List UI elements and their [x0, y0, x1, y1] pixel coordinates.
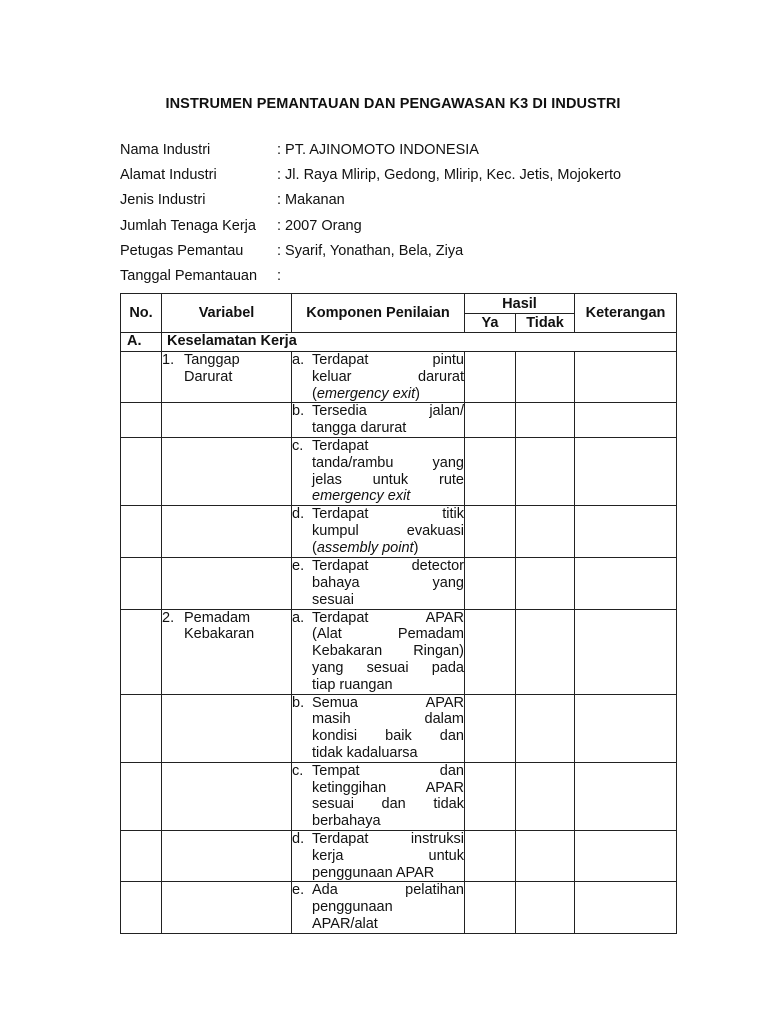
- component-text-part: ): [413, 539, 419, 556]
- cell-tidak[interactable]: [516, 403, 575, 438]
- component-text-part: Kebakaran Ringan): [312, 643, 464, 660]
- component-text-part: (: [312, 385, 317, 402]
- component-letter: d.: [292, 506, 305, 523]
- cell-tidak[interactable]: [516, 830, 575, 881]
- component-item: [292, 831, 464, 881]
- cell-variable: [162, 762, 292, 830]
- info-value: :: [277, 267, 282, 284]
- section-no: A.: [121, 333, 162, 352]
- component-line: [312, 643, 464, 660]
- component-line: [312, 506, 464, 523]
- component-italic-term: emergency exit: [316, 385, 416, 402]
- header-hasil: Hasil: [465, 294, 575, 314]
- cell-variable: [162, 352, 292, 403]
- table-row: [121, 352, 677, 403]
- variable-line: Pemadam: [184, 609, 251, 626]
- cell-component: [292, 830, 465, 881]
- component-text: [312, 438, 464, 505]
- variable-name: [184, 610, 291, 644]
- cell-keterangan[interactable]: [575, 558, 677, 609]
- header-keterangan: Keterangan: [575, 294, 677, 333]
- component-line: [312, 745, 464, 762]
- info-value: : Jl. Raya Mlirip, Gedong, Mlirip, Kec. Jetis, Mojokerto: [277, 167, 622, 184]
- cell-tidak[interactable]: [516, 762, 575, 830]
- component-line: [312, 660, 464, 677]
- component-line: [312, 403, 464, 420]
- component-letter: a.: [292, 609, 305, 626]
- cell-component: [292, 352, 465, 403]
- component-text-part: Terdapat APAR: [312, 609, 464, 626]
- cell-no: [121, 609, 162, 694]
- cell-ya[interactable]: [465, 352, 516, 403]
- variable-line: Darurat: [184, 368, 233, 385]
- component-italic-term: assembly point: [316, 539, 414, 556]
- cell-variable: [162, 437, 292, 505]
- component-item: [292, 438, 464, 505]
- component-text-part: yang sesuai pada: [312, 659, 464, 676]
- cell-keterangan[interactable]: [575, 352, 677, 403]
- component-text: [312, 403, 464, 437]
- component-text: [312, 506, 464, 556]
- component-italic-term: emergency exit: [312, 488, 411, 505]
- component-line: [312, 813, 464, 830]
- component-line: [312, 420, 464, 437]
- component-letter: b.: [292, 694, 305, 711]
- component-item: [292, 403, 464, 437]
- cell-component: [292, 558, 465, 609]
- component-line: [312, 610, 464, 627]
- component-text: [312, 352, 464, 402]
- info-value: : 2007 Orang: [277, 217, 362, 234]
- table-row: [121, 558, 677, 609]
- component-text-part: tidak kadaluarsa: [312, 744, 418, 761]
- component-letter: e.: [292, 558, 305, 575]
- component-line: [312, 763, 464, 780]
- cell-keterangan[interactable]: [575, 609, 677, 694]
- component-line: [312, 882, 464, 899]
- cell-tidak[interactable]: [516, 694, 575, 762]
- cell-variable: [162, 694, 292, 762]
- cell-variable: [162, 830, 292, 881]
- component-line: [312, 488, 464, 505]
- cell-variable: [162, 882, 292, 933]
- component-text: [312, 763, 464, 830]
- cell-tidak[interactable]: [516, 437, 575, 505]
- variable-line: Kebakaran: [184, 626, 255, 643]
- cell-ya[interactable]: [465, 694, 516, 762]
- component-text-part: kerja untuk: [312, 847, 464, 864]
- header-ya: Ya: [465, 314, 516, 333]
- component-line: [312, 540, 464, 557]
- component-line: [312, 438, 464, 455]
- component-text-part: bahaya yang: [312, 574, 464, 591]
- cell-variable: [162, 403, 292, 438]
- component-text-part: Semua APAR: [312, 694, 464, 711]
- component-line: [312, 916, 464, 933]
- table-row: [121, 882, 677, 933]
- variable-item: [162, 352, 291, 386]
- component-line: [312, 472, 464, 489]
- cell-keterangan[interactable]: [575, 506, 677, 558]
- table-row: [121, 830, 677, 881]
- info-label: Nama Industri: [120, 142, 211, 158]
- component-text-part: berbahaya: [312, 813, 381, 830]
- cell-keterangan[interactable]: [575, 437, 677, 505]
- info-label: Tanggal Pemantauan: [120, 267, 258, 284]
- component-text: [312, 558, 464, 608]
- variable-line: Tanggap: [184, 352, 240, 368]
- variable-number: 1.: [162, 352, 175, 368]
- table-row: [121, 694, 677, 762]
- cell-ya[interactable]: [465, 437, 516, 505]
- cell-component: [292, 506, 465, 558]
- component-text-part: Terdapat instruksi: [312, 830, 464, 847]
- component-item: [292, 352, 464, 402]
- component-text-part: Ada pelatihan: [312, 882, 464, 899]
- component-text-part: penggunaan APAR: [312, 864, 435, 881]
- document-title: INSTRUMEN PEMANTAUAN DAN PENGAWASAN K3 DI INDUSTRI: [165, 96, 621, 112]
- header-komponen: Komponen Penilaian: [292, 294, 465, 333]
- monitoring-table: [120, 293, 677, 934]
- component-line: [312, 455, 464, 472]
- component-line: [312, 728, 464, 745]
- component-line: [312, 796, 464, 813]
- cell-tidak[interactable]: [516, 558, 575, 609]
- component-line: [312, 780, 464, 797]
- component-text-part: Tempat dan: [312, 762, 464, 779]
- cell-component: [292, 694, 465, 762]
- cell-tidak[interactable]: [516, 506, 575, 558]
- cell-keterangan[interactable]: [575, 403, 677, 438]
- cell-component: [292, 437, 465, 505]
- info-label: Jumlah Tenaga Kerja: [120, 217, 256, 234]
- table-row: [121, 403, 677, 438]
- cell-no: [121, 882, 162, 933]
- cell-tidak[interactable]: [516, 882, 575, 933]
- table-row: [121, 609, 677, 694]
- cell-component: [292, 609, 465, 694]
- component-text-part: sesuai: [312, 591, 354, 608]
- cell-no: [121, 762, 162, 830]
- cell-no: [121, 437, 162, 505]
- cell-no: [121, 558, 162, 609]
- cell-variable: [162, 558, 292, 609]
- cell-ya[interactable]: [465, 506, 516, 558]
- component-item: [292, 695, 464, 762]
- cell-tidak[interactable]: [516, 609, 575, 694]
- component-text-part: Terdapat: [312, 437, 369, 454]
- component-letter: b.: [292, 403, 305, 420]
- component-text-part: jelas untuk rute: [312, 471, 464, 488]
- component-line: [312, 352, 464, 369]
- component-line: [312, 848, 464, 865]
- cell-keterangan[interactable]: [575, 830, 677, 881]
- header-no: No.: [121, 294, 162, 333]
- info-value: : Syarif, Yonathan, Bela, Ziya: [277, 242, 464, 259]
- table-row: [121, 762, 677, 830]
- component-text: [312, 695, 464, 762]
- component-text-part: tiap ruangan: [312, 676, 393, 693]
- component-text-part: penggunaan: [312, 899, 393, 916]
- component-text-part: masih dalam: [312, 711, 464, 728]
- info-value: : Makanan: [277, 192, 345, 209]
- component-text-part: Terdapat pintu: [312, 352, 464, 368]
- component-text-part: Tersedia jalan/: [312, 403, 464, 420]
- header-tidak: Tidak: [516, 314, 575, 333]
- component-text-part: Terdapat detector: [312, 558, 464, 575]
- table-row: [121, 437, 677, 505]
- cell-variable: [162, 506, 292, 558]
- component-text: [312, 610, 464, 694]
- cell-keterangan[interactable]: [575, 694, 677, 762]
- cell-ya[interactable]: [465, 609, 516, 694]
- component-text-part: Terdapat titik: [312, 506, 464, 523]
- cell-ya[interactable]: [465, 403, 516, 438]
- component-letter: d.: [292, 830, 305, 847]
- component-text-part: tangga darurat: [312, 420, 407, 437]
- component-letter: a.: [292, 352, 305, 368]
- component-text: [312, 831, 464, 881]
- component-item: [292, 558, 464, 608]
- component-text-part: APAR/alat: [312, 915, 378, 932]
- info-value: : PT. AJINOMOTO INDONESIA: [277, 142, 479, 158]
- component-line: [312, 386, 464, 403]
- component-line: [312, 523, 464, 540]
- component-line: [312, 695, 464, 712]
- component-item: [292, 882, 464, 932]
- cell-component: [292, 762, 465, 830]
- cell-ya[interactable]: [465, 762, 516, 830]
- component-line: [312, 677, 464, 694]
- cell-ya[interactable]: [465, 558, 516, 609]
- info-label: Alamat Industri: [120, 167, 217, 184]
- variable-item: [162, 610, 291, 644]
- cell-ya[interactable]: [465, 830, 516, 881]
- section-row: [121, 333, 677, 352]
- component-line: [312, 831, 464, 848]
- cell-no: [121, 506, 162, 558]
- component-item: [292, 506, 464, 556]
- component-text-part: ketinggihan APAR: [312, 779, 464, 796]
- component-text-part: ): [415, 385, 421, 402]
- component-item: [292, 763, 464, 830]
- component-text-part: kumpul evakuasi: [312, 522, 464, 539]
- component-line: [312, 899, 464, 916]
- component-line: [312, 626, 464, 643]
- component-line: [312, 558, 464, 575]
- variable-name: [184, 352, 291, 386]
- component-text-part: tanda/rambu yang: [312, 454, 464, 471]
- component-letter: e.: [292, 882, 305, 899]
- component-line: [312, 592, 464, 609]
- component-line: [312, 711, 464, 728]
- component-text-part: (: [312, 539, 317, 556]
- cell-variable: [162, 609, 292, 694]
- header-variabel: Variabel: [162, 294, 292, 333]
- component-line: [312, 369, 464, 386]
- info-label: Petugas Pemantau: [120, 242, 244, 259]
- cell-no: [121, 403, 162, 438]
- component-line: [312, 865, 464, 882]
- component-text-part: keluar darurat: [312, 368, 464, 385]
- component-letter: c.: [292, 437, 304, 454]
- cell-ya[interactable]: [465, 882, 516, 933]
- component-line: [312, 575, 464, 592]
- component-text-part: sesuai dan tidak: [312, 796, 464, 813]
- section-label: Keselamatan Kerja: [162, 333, 677, 352]
- cell-no: [121, 830, 162, 881]
- cell-no: [121, 694, 162, 762]
- info-label: Jenis Industri: [120, 192, 206, 209]
- component-text-part: kondisi baik dan: [312, 728, 464, 745]
- cell-no: [121, 352, 162, 403]
- component-text: [312, 882, 464, 932]
- cell-component: [292, 403, 465, 438]
- cell-keterangan[interactable]: [575, 882, 677, 933]
- cell-tidak[interactable]: [516, 352, 575, 403]
- variable-number: 2.: [162, 609, 175, 626]
- component-item: [292, 610, 464, 694]
- component-letter: c.: [292, 762, 304, 779]
- cell-component: [292, 882, 465, 933]
- cell-keterangan[interactable]: [575, 762, 677, 830]
- component-text-part: (Alat Pemadam: [312, 626, 464, 643]
- table-row: [121, 506, 677, 558]
